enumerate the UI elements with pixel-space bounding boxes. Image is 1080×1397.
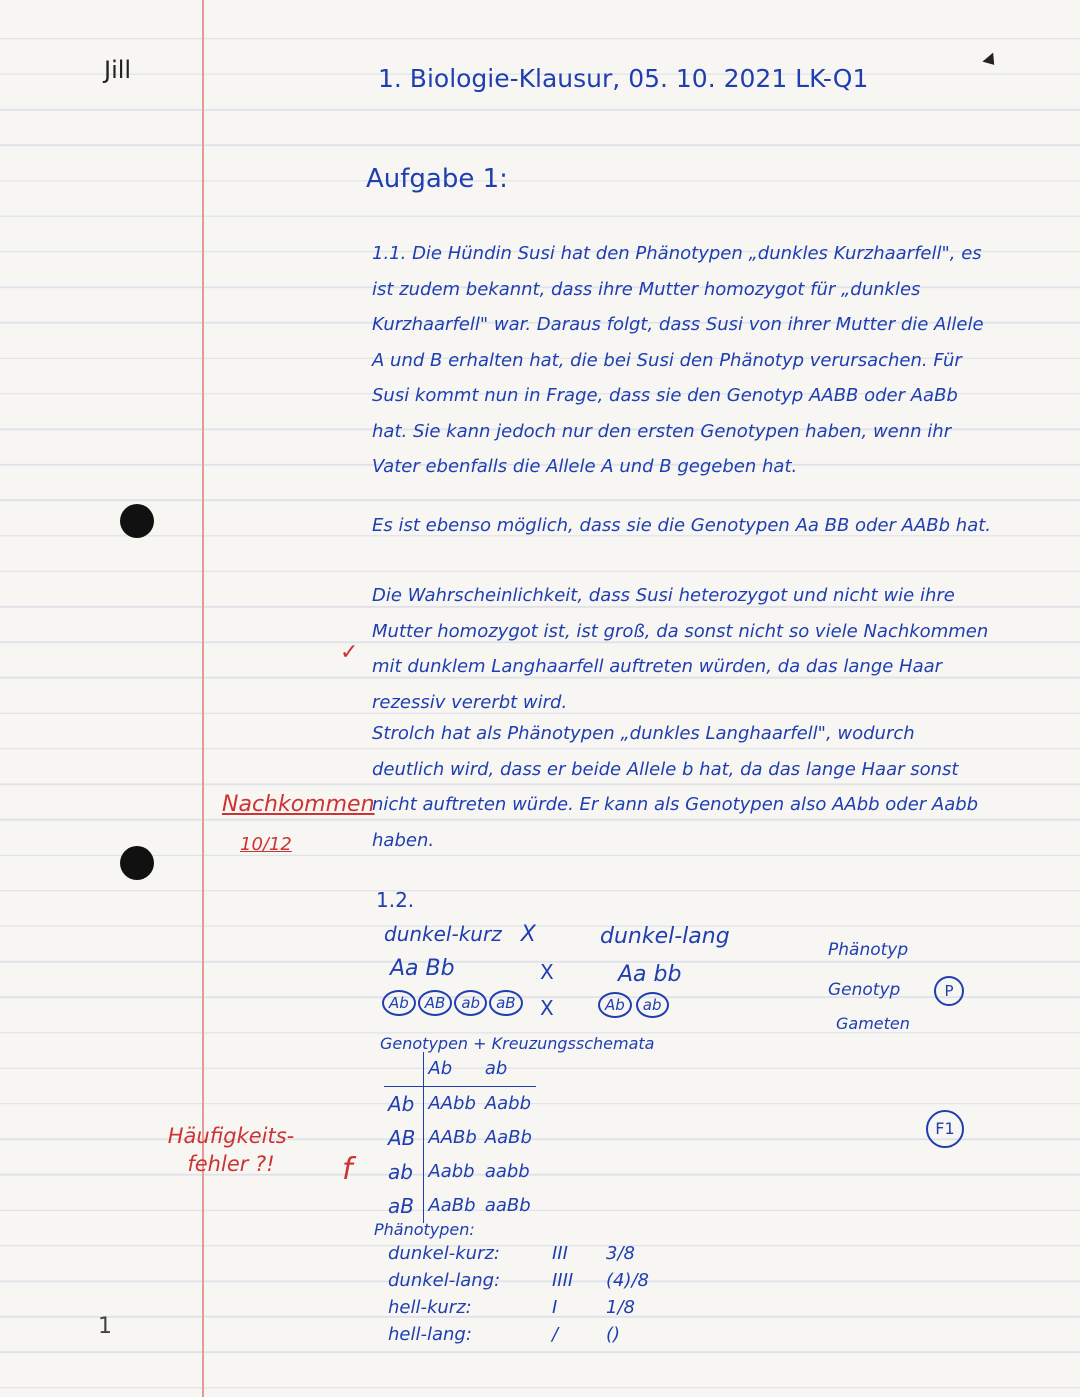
- punnett-cell: Aabb: [424, 1155, 481, 1189]
- phenotype-tally: /: [552, 1324, 559, 1345]
- phenotype-ratio: 1/8: [606, 1297, 635, 1318]
- punnett-cell: AaBb: [484, 1127, 532, 1148]
- cross-x-symbol: X: [520, 922, 536, 947]
- phenotype-row: [388, 1240, 649, 1267]
- answer-paragraph-2: Es ist ebenso möglich, dass sie die Genotypen Aa BB oder AABb hat.: [372, 515, 992, 536]
- f1-generation-badge: F1: [926, 1110, 964, 1148]
- phenotype-tally: IIII: [552, 1270, 574, 1291]
- cross-parent-left-phenotype: [384, 922, 536, 947]
- punnett-row: [384, 1155, 536, 1189]
- phenotype-tally: III: [552, 1243, 568, 1264]
- task-heading: Aufgabe 1:: [366, 164, 508, 194]
- gamete-right-1: Ab: [598, 992, 632, 1018]
- phenotype-row: [388, 1321, 649, 1348]
- cross-parent-right-genotype: Aa bb: [618, 962, 682, 987]
- gamete-left-3: ab: [454, 990, 487, 1016]
- phenotype-row: [388, 1267, 649, 1294]
- punnett-cell: aaBb: [484, 1195, 531, 1216]
- phenotype-row: [388, 1294, 649, 1321]
- phenotype-label: dunkel-kurz:: [388, 1243, 500, 1264]
- punnett-cell: AABb: [424, 1121, 481, 1155]
- exam-title: 1. Biologie-Klausur, 05. 10. 2021 LK-Q1: [378, 64, 869, 93]
- margin-note-haeufigkeitsfehler: Häufigkeits-fehler ?!: [167, 1124, 295, 1176]
- gamete-left-1: Ab: [382, 990, 416, 1016]
- margin-score: 10/12: [240, 834, 292, 855]
- page-number: 1: [98, 1314, 112, 1339]
- punch-hole-top: [120, 504, 154, 538]
- phenotype-ratio: 3/8: [606, 1243, 635, 1264]
- cross-left-text: dunkel-kurz: [384, 922, 502, 946]
- punnett-row-head: aB: [388, 1194, 414, 1218]
- margin-note-nachkommen: Nachkommen: [222, 792, 375, 817]
- gametes-left: [382, 990, 523, 1016]
- answer-paragraph-3: Die Wahrscheinlichkeit, dass Susi heterozygot und nicht wie ihre Mutter homozygot ist, ist groß, da sonst nicht so viele Nachkommen mit dunklem Langhaarfell auftreten würden, da das lange Haar rezessiv vererbt wird.: [372, 585, 989, 713]
- answer-paragraph-4: Strolch hat als Phänotypen „dunkles Langhaarfell", wodurch deutlich wird, dass er beide Allele b hat, da das lange Haar sonst nicht auftreten würde. Er kann als Genotypen also AAbb oder Aabb haben.: [372, 723, 979, 851]
- row-label-genotype: Genotyp: [828, 980, 901, 1000]
- gamete-left-4: aB: [489, 990, 522, 1016]
- margin-error-mark: f: [342, 1152, 353, 1187]
- punnett-corner: [384, 1052, 424, 1087]
- punnett-row-head: ab: [388, 1160, 413, 1184]
- phenotype-tally: I: [552, 1297, 558, 1318]
- punnett-square: [384, 1052, 536, 1223]
- punnett-row: [384, 1189, 536, 1223]
- phenotype-ratio: (): [606, 1324, 621, 1345]
- punnett-cell: AaBb: [424, 1189, 481, 1223]
- punch-hole-bottom: [120, 846, 154, 880]
- punnett-row-head: AB: [388, 1126, 416, 1150]
- punnett-header-row: [384, 1052, 536, 1087]
- phenotype-label: hell-kurz:: [388, 1297, 472, 1318]
- student-name: Jill: [104, 56, 132, 84]
- gamete-right-2: ab: [636, 992, 669, 1018]
- row-label-phenotype: Phänotyp: [828, 940, 909, 960]
- cross-parent-right-phenotype: dunkel-lang: [600, 924, 730, 949]
- cross-schema-heading: Genotypen + Kreuzungsschemata: [380, 1034, 655, 1053]
- genotype-x-symbol: X: [540, 960, 554, 984]
- punnett-cell: aabb: [484, 1161, 530, 1182]
- margin-line: [202, 0, 204, 1397]
- gamete-left-2: AB: [418, 990, 453, 1016]
- answer-paragraph-1: 1.1. Die Hündin Susi hat den Phänotypen „dunkles Kurzhaarfell", es ist zudem bekannt, dass ihre Mutter homozygot für „dunkles Kurzhaarfell" war. Daraus folgt, dass Susi von ihrer Mutter die Allele A und B erhalten hat, die bei Susi den Phänotyp verursachen. Für Susi kommt nun in Frage, dass sie den Genotyp AABB oder AaBb hat. Sie kann jedoch nur den ersten Genotypen haben, wenn ihr Vater ebenfalls die Allele A und B gegeben hat.: [372, 243, 984, 477]
- punnett-row-head: Ab: [388, 1092, 415, 1116]
- phenotype-ratio: (4)/8: [606, 1270, 650, 1291]
- row-label-gametes: Gameten: [836, 1014, 910, 1033]
- punnett-row: [384, 1087, 536, 1122]
- parent-generation-badge: P: [934, 976, 964, 1006]
- punnett-row: [384, 1121, 536, 1155]
- phenotype-tally-list: [388, 1240, 649, 1348]
- gametes-right: [598, 992, 669, 1018]
- punnett-cell: Aabb: [484, 1093, 532, 1114]
- punnett-cell: AAbb: [424, 1087, 481, 1122]
- phenotypes-heading: Phänotypen:: [374, 1220, 475, 1239]
- gametes-x-symbol: X: [540, 996, 554, 1020]
- section-1-2-label: 1.2.: [376, 888, 415, 912]
- punnett-col-head: ab: [481, 1052, 536, 1087]
- phenotype-label: dunkel-lang:: [388, 1270, 501, 1291]
- cross-parent-left-genotype: Aa Bb: [390, 956, 455, 981]
- corner-mark: [982, 53, 999, 70]
- teacher-check-mark: ✓: [340, 640, 359, 665]
- punnett-col-head: Ab: [424, 1052, 481, 1087]
- phenotype-label: hell-lang:: [388, 1324, 472, 1345]
